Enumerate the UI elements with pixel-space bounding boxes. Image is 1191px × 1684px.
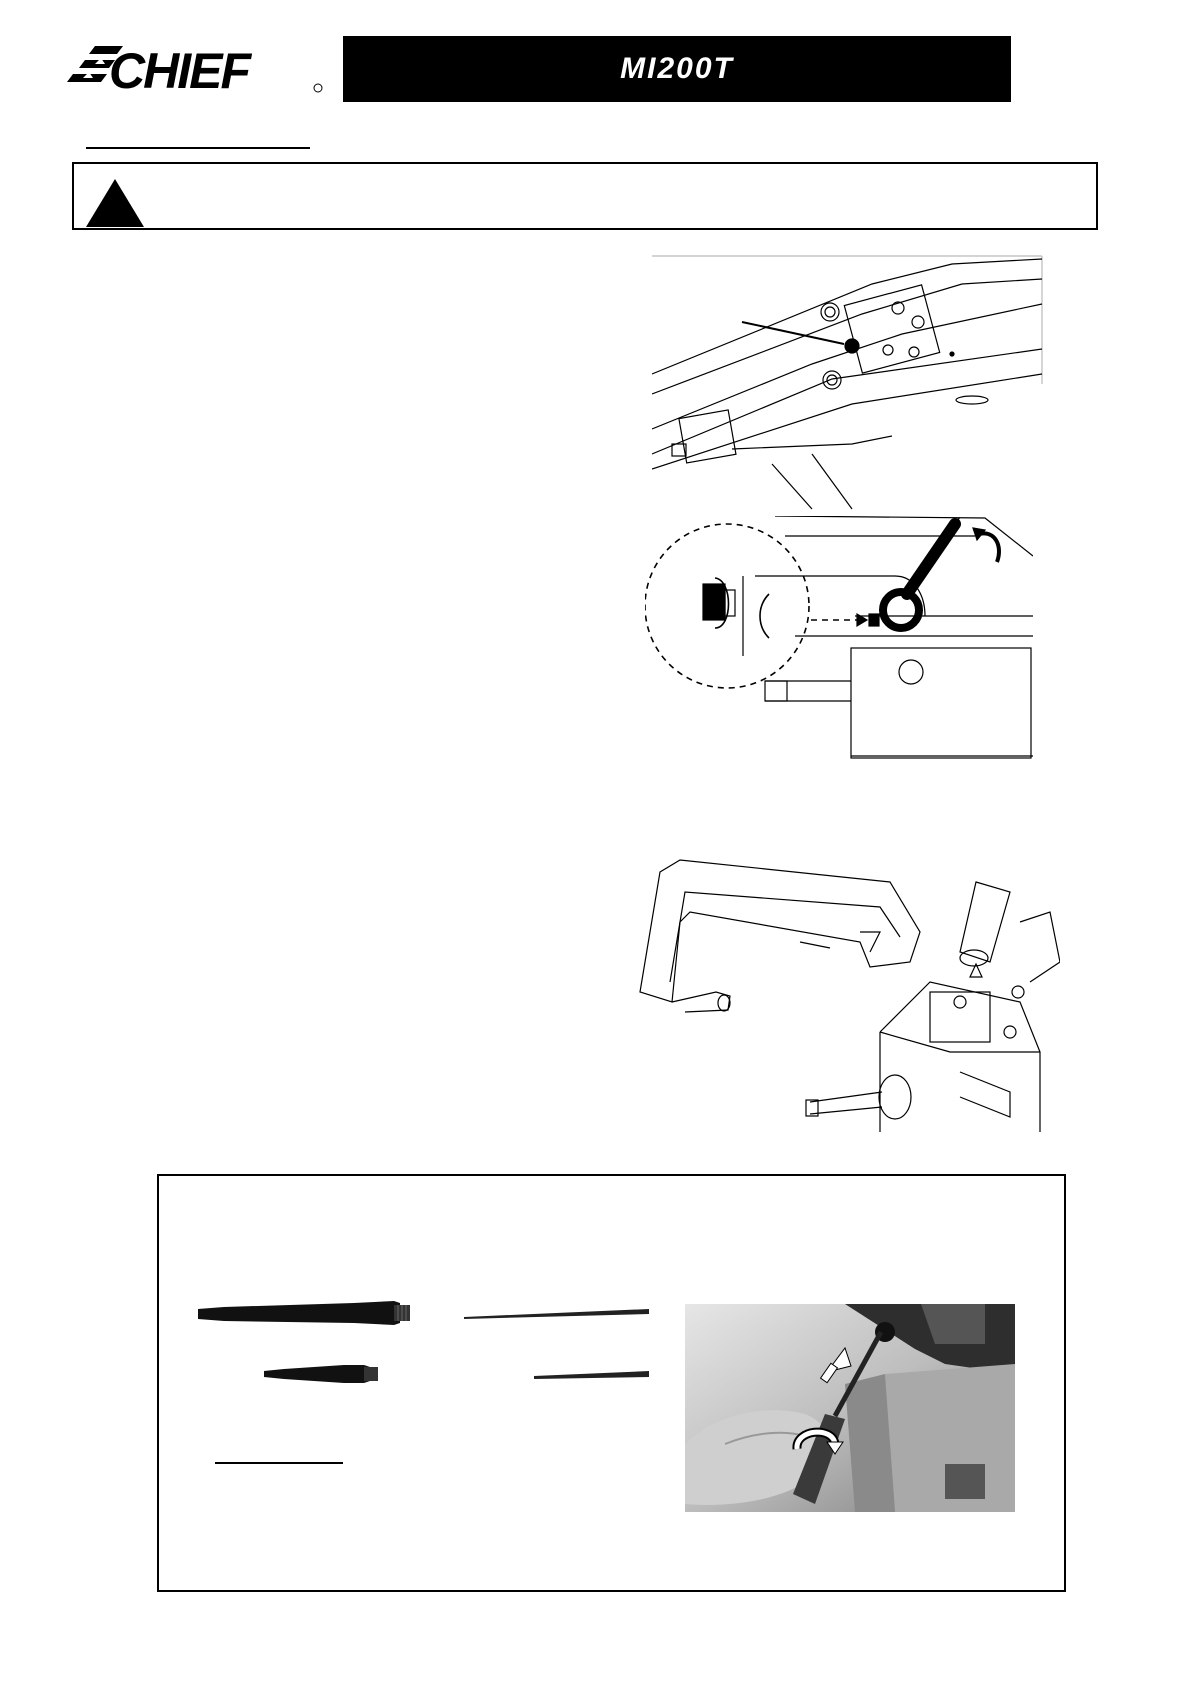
tip-box [157,1174,1066,1592]
arm-top-illustration [652,254,1044,510]
lever-detail-illustration [645,516,1033,776]
tools-illustration [194,1301,654,1431]
chief-logo [65,38,327,98]
warning-triangle-icon [84,177,146,229]
screwdriver-photo [685,1304,1015,1512]
brand-text: CHIEF [109,43,249,98]
header-bar [343,36,1011,102]
note-underline [215,1462,343,1464]
arm-removal-illustration [630,852,1060,1132]
model-title: MI200T [620,52,734,85]
section-underline [86,147,310,149]
warning-box [72,162,1098,230]
